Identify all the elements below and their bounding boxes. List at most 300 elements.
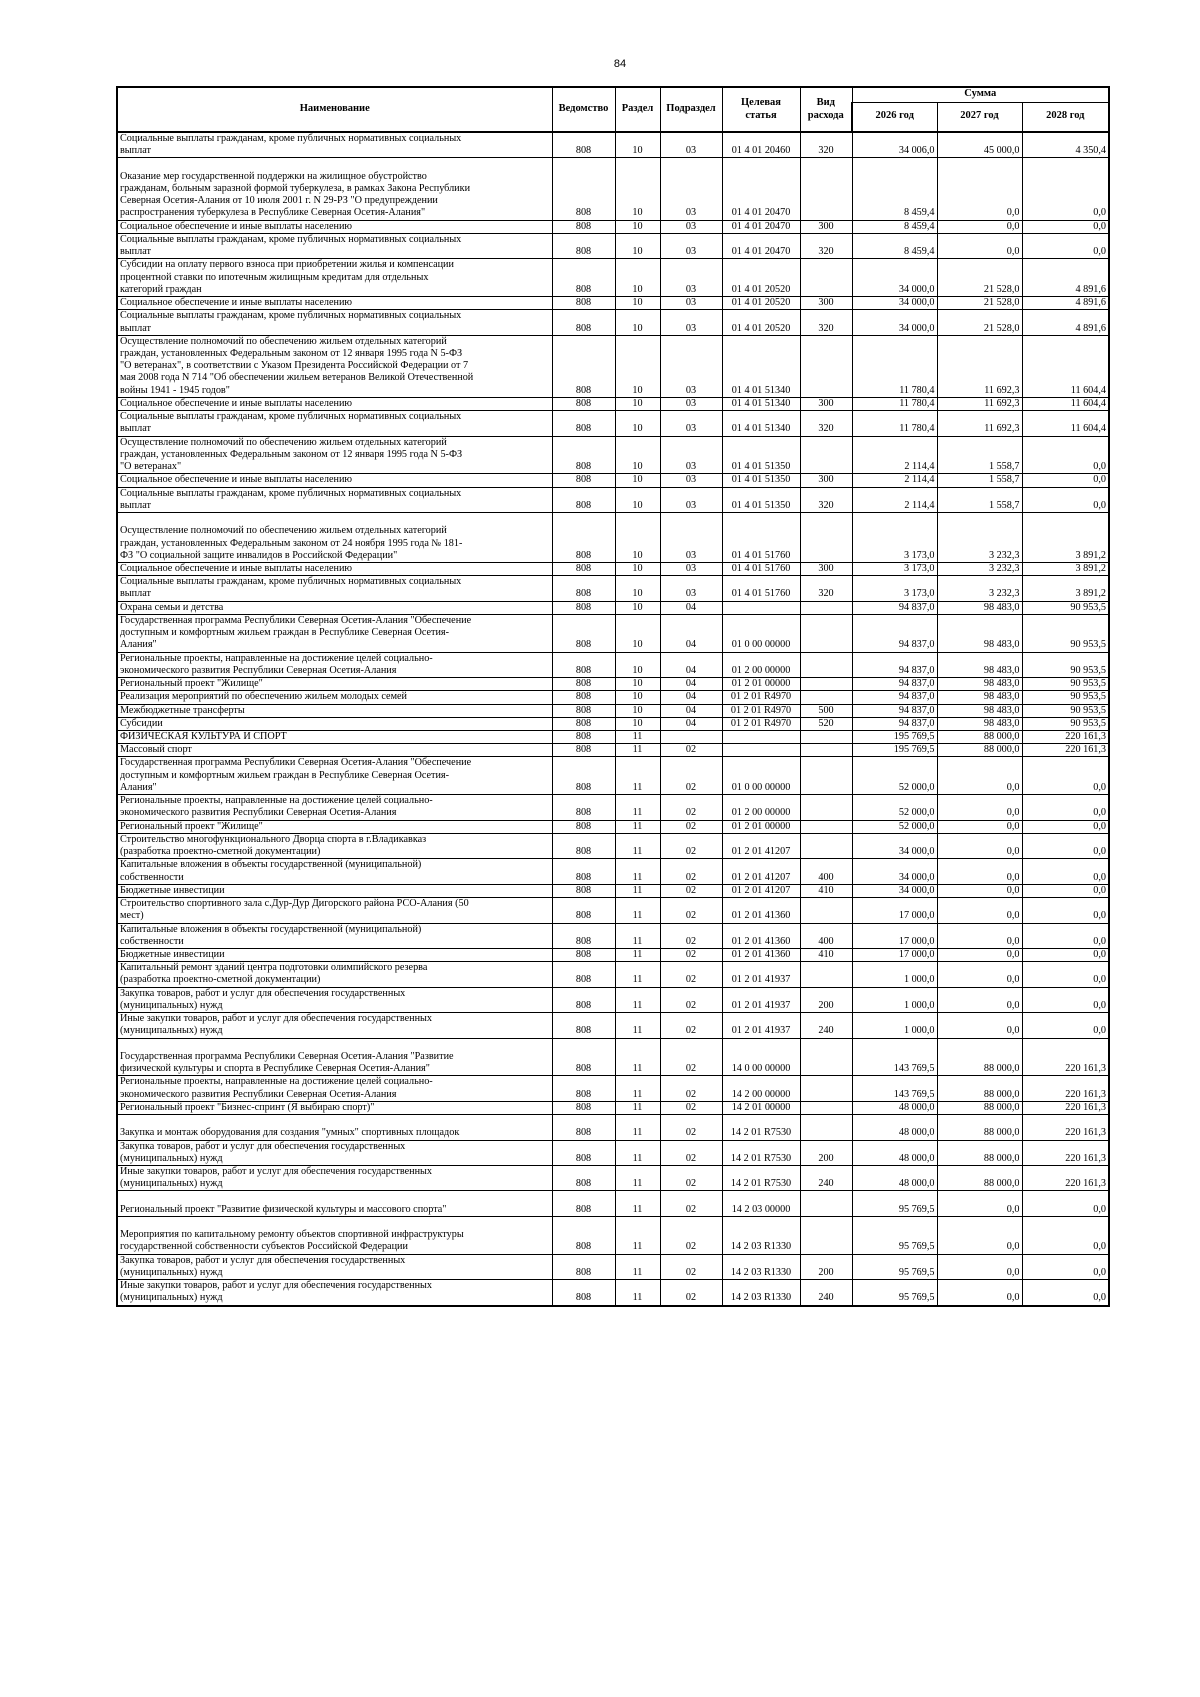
row-sum-2026: 143 769,5 xyxy=(852,1076,937,1101)
row-name: Оказание мер государственной поддержки на жилищное обустройство гражданам, больным заразной формой туберкулеза, в рамках Закона Республики Северная Осетия-Алания от 10 июля 2001 г. N 29-РЗ "О предупреждении распространения туберкулеза в Республике Северная Осетия-Алания" xyxy=(117,158,552,220)
row-sum-2027: 0,0 xyxy=(937,820,1022,833)
row-section: 10 xyxy=(615,678,660,691)
row-exp-type: 240 xyxy=(800,1165,852,1190)
row-dept: 808 xyxy=(552,513,615,563)
row-dept: 808 xyxy=(552,562,615,575)
row-sum-2027: 0,0 xyxy=(937,220,1022,233)
row-subsection: 02 xyxy=(660,1038,722,1076)
row-section: 11 xyxy=(615,859,660,884)
table-row xyxy=(117,833,1109,858)
row-dept: 808 xyxy=(552,1101,615,1114)
table-row xyxy=(117,220,1109,233)
row-sum-2026: 52 000,0 xyxy=(852,795,937,820)
row-target: 01 2 01 R4970 xyxy=(722,691,800,704)
row-dept: 808 xyxy=(552,297,615,310)
row-dept: 808 xyxy=(552,1216,615,1254)
row-exp-type: 320 xyxy=(800,233,852,258)
table-row xyxy=(117,898,1109,923)
row-exp-type: 320 xyxy=(800,576,852,601)
row-name: Социальные выплаты гражданам, кроме публичных нормативных социальных выплат xyxy=(117,132,552,158)
row-sum-2028: 0,0 xyxy=(1022,1191,1109,1216)
row-dept: 808 xyxy=(552,884,615,897)
row-subsection: 04 xyxy=(660,678,722,691)
row-sum-2028: 4 891,6 xyxy=(1022,259,1109,297)
row-subsection: 02 xyxy=(660,898,722,923)
row-exp-type: 240 xyxy=(800,1280,852,1306)
row-sum-2028: 0,0 xyxy=(1022,859,1109,884)
row-exp-type: 400 xyxy=(800,923,852,948)
row-sum-2027: 3 232,3 xyxy=(937,576,1022,601)
row-sum-2028: 90 953,5 xyxy=(1022,601,1109,614)
header-subsection: Подраздел xyxy=(660,87,722,132)
row-sum-2027: 21 528,0 xyxy=(937,259,1022,297)
budget-table xyxy=(116,86,1110,1307)
row-exp-type xyxy=(800,757,852,795)
row-exp-type xyxy=(800,833,852,858)
table-row xyxy=(117,297,1109,310)
row-sum-2027: 88 000,0 xyxy=(937,1076,1022,1101)
row-sum-2027: 0,0 xyxy=(937,1216,1022,1254)
row-section: 10 xyxy=(615,614,660,652)
table-row xyxy=(117,1013,1109,1038)
row-dept: 808 xyxy=(552,678,615,691)
row-sum-2026: 2 114,4 xyxy=(852,436,937,474)
row-target: 14 0 00 00000 xyxy=(722,1038,800,1076)
row-subsection: 03 xyxy=(660,233,722,258)
row-target: 01 4 01 51340 xyxy=(722,335,800,397)
row-exp-type xyxy=(800,158,852,220)
row-dept: 808 xyxy=(552,259,615,297)
row-section: 10 xyxy=(615,513,660,563)
row-exp-type xyxy=(800,652,852,677)
row-sum-2028: 220 161,3 xyxy=(1022,744,1109,757)
row-sum-2028: 90 953,5 xyxy=(1022,678,1109,691)
row-section: 11 xyxy=(615,757,660,795)
row-sum-2027: 11 692,3 xyxy=(937,335,1022,397)
row-subsection: 03 xyxy=(660,259,722,297)
row-sum-2026: 94 837,0 xyxy=(852,652,937,677)
row-name: Осуществление полномочий по обеспечению жильем отдельных категорий граждан, установленных Федеральным законом от 12 января 1995 года N 5-ФЗ "О ветеранах", в соответствии с Указом Президента Российской Федерации от 7 мая 2008 года N 714 "Об обеспечении жильем ветеранов Великой Отечественной войны 1941 - 1945 годов" xyxy=(117,335,552,397)
row-name: Социальное обеспечение и иные выплаты населению xyxy=(117,474,552,487)
row-exp-type: 240 xyxy=(800,1013,852,1038)
row-sum-2028: 0,0 xyxy=(1022,220,1109,233)
header-2027: 2027 год xyxy=(937,102,1022,132)
row-exp-type: 200 xyxy=(800,987,852,1012)
row-sum-2027: 0,0 xyxy=(937,757,1022,795)
row-target: 01 4 01 20470 xyxy=(722,158,800,220)
row-sum-2028: 4 350,4 xyxy=(1022,132,1109,158)
row-sum-2026: 34 000,0 xyxy=(852,884,937,897)
row-sum-2026: 17 000,0 xyxy=(852,923,937,948)
row-subsection: 03 xyxy=(660,487,722,512)
row-exp-type xyxy=(800,614,852,652)
row-sum-2027: 1 558,7 xyxy=(937,487,1022,512)
row-name: Социальные выплаты гражданам, кроме публичных нормативных социальных выплат xyxy=(117,487,552,512)
row-subsection: 02 xyxy=(660,833,722,858)
row-name: Региональные проекты, направленные на достижение целей социально- экономического развития Республики Северная Осетия-Алания xyxy=(117,795,552,820)
row-target: 01 0 00 00000 xyxy=(722,614,800,652)
row-target: 01 2 00 00000 xyxy=(722,652,800,677)
row-target: 01 4 01 51760 xyxy=(722,562,800,575)
row-section: 10 xyxy=(615,335,660,397)
row-sum-2026: 2 114,4 xyxy=(852,487,937,512)
row-subsection: 03 xyxy=(660,576,722,601)
row-sum-2027: 98 483,0 xyxy=(937,601,1022,614)
table-row xyxy=(117,601,1109,614)
row-sum-2026: 34 000,0 xyxy=(852,297,937,310)
row-name: Социальное обеспечение и иные выплаты населению xyxy=(117,397,552,410)
row-target xyxy=(722,731,800,744)
header-2026: 2026 год xyxy=(852,102,937,132)
row-target: 01 2 01 41937 xyxy=(722,962,800,987)
row-sum-2026: 1 000,0 xyxy=(852,987,937,1012)
row-subsection: 02 xyxy=(660,1101,722,1114)
row-sum-2028: 0,0 xyxy=(1022,1254,1109,1279)
row-section: 11 xyxy=(615,1076,660,1101)
row-sum-2028: 220 161,3 xyxy=(1022,1140,1109,1165)
row-subsection: 04 xyxy=(660,691,722,704)
row-subsection: 03 xyxy=(660,562,722,575)
row-dept: 808 xyxy=(552,898,615,923)
row-sum-2027: 98 483,0 xyxy=(937,678,1022,691)
row-sum-2027: 45 000,0 xyxy=(937,132,1022,158)
row-dept: 808 xyxy=(552,1191,615,1216)
row-section: 10 xyxy=(615,233,660,258)
row-sum-2028: 11 604,4 xyxy=(1022,335,1109,397)
row-sum-2027: 88 000,0 xyxy=(937,1038,1022,1076)
row-section: 10 xyxy=(615,436,660,474)
row-dept: 808 xyxy=(552,487,615,512)
row-dept: 808 xyxy=(552,310,615,335)
row-name: Бюджетные инвестиции xyxy=(117,949,552,962)
row-subsection: 03 xyxy=(660,220,722,233)
row-sum-2028: 0,0 xyxy=(1022,1280,1109,1306)
table-row xyxy=(117,949,1109,962)
row-dept: 808 xyxy=(552,962,615,987)
row-name: Государственная программа Республики Северная Осетия-Алания "Развитие физической культуры и спорта в Республике Северная Осетия-Алания" xyxy=(117,1038,552,1076)
table-row xyxy=(117,795,1109,820)
row-sum-2026: 94 837,0 xyxy=(852,704,937,717)
row-sum-2028: 220 161,3 xyxy=(1022,1165,1109,1190)
row-sum-2028: 4 891,6 xyxy=(1022,310,1109,335)
row-name: Региональный проект "Жилище" xyxy=(117,678,552,691)
header-dept: Ведомство xyxy=(552,87,615,132)
row-section: 11 xyxy=(615,962,660,987)
table-row xyxy=(117,717,1109,730)
row-sum-2027: 0,0 xyxy=(937,949,1022,962)
row-target: 14 2 01 00000 xyxy=(722,1101,800,1114)
row-sum-2026: 52 000,0 xyxy=(852,757,937,795)
row-sum-2027: 98 483,0 xyxy=(937,691,1022,704)
row-sum-2027: 88 000,0 xyxy=(937,1165,1022,1190)
row-sum-2028: 0,0 xyxy=(1022,233,1109,258)
row-sum-2027: 0,0 xyxy=(937,1013,1022,1038)
table-row xyxy=(117,1280,1109,1306)
row-name: Капитальный ремонт зданий центра подготовки олимпийского резерва (разработка проектно-сметной документации) xyxy=(117,962,552,987)
row-sum-2027: 3 232,3 xyxy=(937,562,1022,575)
row-exp-type xyxy=(800,744,852,757)
row-section: 10 xyxy=(615,259,660,297)
row-dept: 808 xyxy=(552,1254,615,1279)
row-exp-type: 320 xyxy=(800,132,852,158)
row-sum-2028: 0,0 xyxy=(1022,795,1109,820)
table-row xyxy=(117,474,1109,487)
row-name: Осуществление полномочий по обеспечению жильем отдельных категорий граждан, установленных Федеральным законом от 24 ноября 1995 года № 181- ФЗ "О социальной защите инвалидов в Российской Федерации" xyxy=(117,513,552,563)
row-sum-2028: 220 161,3 xyxy=(1022,1101,1109,1114)
row-sum-2028: 3 891,2 xyxy=(1022,576,1109,601)
table-header xyxy=(117,87,1109,132)
row-sum-2026: 52 000,0 xyxy=(852,820,937,833)
row-sum-2028: 0,0 xyxy=(1022,949,1109,962)
row-target: 01 2 01 41207 xyxy=(722,859,800,884)
row-name: Строительство спортивного зала с.Дур-Дур Дигорского района РСО-Алания (50 мест) xyxy=(117,898,552,923)
row-exp-type xyxy=(800,335,852,397)
row-exp-type xyxy=(800,678,852,691)
row-target xyxy=(722,601,800,614)
row-target: 01 4 01 20520 xyxy=(722,297,800,310)
row-sum-2028: 11 604,4 xyxy=(1022,411,1109,436)
row-sum-2027: 1 558,7 xyxy=(937,436,1022,474)
row-sum-2026: 2 114,4 xyxy=(852,474,937,487)
row-subsection: 03 xyxy=(660,297,722,310)
row-section: 10 xyxy=(615,704,660,717)
row-subsection: 03 xyxy=(660,474,722,487)
table-row xyxy=(117,1165,1109,1190)
table-row xyxy=(117,962,1109,987)
row-sum-2028: 0,0 xyxy=(1022,833,1109,858)
row-section: 10 xyxy=(615,158,660,220)
row-dept: 808 xyxy=(552,717,615,730)
table-row xyxy=(117,1191,1109,1216)
row-name: Мероприятия по капитальному ремонту объектов спортивной инфраструктуры государственной собственности субъектов Российской Федерации xyxy=(117,1216,552,1254)
row-exp-type: 410 xyxy=(800,884,852,897)
row-sum-2026: 11 780,4 xyxy=(852,397,937,410)
row-target: 01 2 01 41937 xyxy=(722,987,800,1012)
row-section: 10 xyxy=(615,474,660,487)
row-target: 01 2 01 00000 xyxy=(722,678,800,691)
row-sum-2027: 98 483,0 xyxy=(937,614,1022,652)
row-sum-2026: 3 173,0 xyxy=(852,513,937,563)
row-name: Социальное обеспечение и иные выплаты населению xyxy=(117,562,552,575)
row-sum-2027: 0,0 xyxy=(937,898,1022,923)
row-sum-2027: 0,0 xyxy=(937,795,1022,820)
row-section: 10 xyxy=(615,411,660,436)
row-sum-2027: 0,0 xyxy=(937,233,1022,258)
row-sum-2026: 94 837,0 xyxy=(852,691,937,704)
row-sum-2027: 88 000,0 xyxy=(937,1115,1022,1140)
row-sum-2026: 48 000,0 xyxy=(852,1140,937,1165)
row-exp-type xyxy=(800,1115,852,1140)
row-subsection: 03 xyxy=(660,310,722,335)
row-subsection: 04 xyxy=(660,601,722,614)
row-exp-type: 300 xyxy=(800,562,852,575)
row-sum-2028: 0,0 xyxy=(1022,987,1109,1012)
row-target: 01 4 01 51350 xyxy=(722,474,800,487)
row-exp-type xyxy=(800,513,852,563)
row-target: 01 4 01 20460 xyxy=(722,132,800,158)
row-target: 01 4 01 20470 xyxy=(722,220,800,233)
row-name: Региональный проект "Развитие физической культуры и массового спорта" xyxy=(117,1191,552,1216)
row-section: 11 xyxy=(615,833,660,858)
row-section: 10 xyxy=(615,652,660,677)
row-name: Социальные выплаты гражданам, кроме публичных нормативных социальных выплат xyxy=(117,233,552,258)
row-sum-2026: 143 769,5 xyxy=(852,1038,937,1076)
header-target: Целевая статья xyxy=(722,87,800,132)
row-sum-2028: 220 161,3 xyxy=(1022,731,1109,744)
row-target: 01 4 01 51340 xyxy=(722,397,800,410)
row-dept: 808 xyxy=(552,220,615,233)
table-row xyxy=(117,757,1109,795)
row-section: 11 xyxy=(615,1216,660,1254)
row-section: 11 xyxy=(615,1115,660,1140)
table-row xyxy=(117,987,1109,1012)
table-row xyxy=(117,859,1109,884)
row-dept: 808 xyxy=(552,1013,615,1038)
row-target: 01 4 01 51350 xyxy=(722,436,800,474)
row-section: 10 xyxy=(615,132,660,158)
table-row xyxy=(117,436,1109,474)
row-sum-2026: 95 769,5 xyxy=(852,1191,937,1216)
row-target: 14 2 01 R7530 xyxy=(722,1140,800,1165)
row-target: 01 4 01 51340 xyxy=(722,411,800,436)
row-sum-2027: 21 528,0 xyxy=(937,310,1022,335)
table-row xyxy=(117,820,1109,833)
row-dept: 808 xyxy=(552,397,615,410)
row-exp-type xyxy=(800,731,852,744)
row-sum-2028: 0,0 xyxy=(1022,757,1109,795)
row-sum-2027: 88 000,0 xyxy=(937,744,1022,757)
row-exp-type: 320 xyxy=(800,310,852,335)
row-target: 01 2 01 41360 xyxy=(722,949,800,962)
row-sum-2026: 8 459,4 xyxy=(852,233,937,258)
table-row xyxy=(117,310,1109,335)
row-target: 14 2 03 R1330 xyxy=(722,1216,800,1254)
row-sum-2027: 0,0 xyxy=(937,923,1022,948)
row-sum-2027: 0,0 xyxy=(937,1280,1022,1306)
row-sum-2028: 220 161,3 xyxy=(1022,1038,1109,1076)
row-section: 11 xyxy=(615,1280,660,1306)
table-row xyxy=(117,1076,1109,1101)
row-subsection: 03 xyxy=(660,158,722,220)
row-sum-2027: 0,0 xyxy=(937,1191,1022,1216)
table-row xyxy=(117,923,1109,948)
row-section: 11 xyxy=(615,731,660,744)
row-name: Охрана семьи и детства xyxy=(117,601,552,614)
header-exp-type: Вид расхода xyxy=(800,87,852,132)
row-sum-2026: 95 769,5 xyxy=(852,1280,937,1306)
row-sum-2026: 94 837,0 xyxy=(852,717,937,730)
row-name: Социальные выплаты гражданам, кроме публичных нормативных социальных выплат xyxy=(117,411,552,436)
row-section: 11 xyxy=(615,1140,660,1165)
row-target: 01 4 01 20520 xyxy=(722,310,800,335)
row-exp-type: 410 xyxy=(800,949,852,962)
row-subsection: 03 xyxy=(660,132,722,158)
table-row xyxy=(117,704,1109,717)
row-section: 11 xyxy=(615,795,660,820)
row-section: 11 xyxy=(615,1101,660,1114)
row-target: 01 4 01 51350 xyxy=(722,487,800,512)
table-row xyxy=(117,562,1109,575)
row-section: 11 xyxy=(615,744,660,757)
row-sum-2027: 0,0 xyxy=(937,158,1022,220)
row-name: Иные закупки товаров, работ и услуг для обеспечения государственных (муниципальных) нужд xyxy=(117,1165,552,1190)
row-name: Осуществление полномочий по обеспечению жильем отдельных категорий граждан, установленных Федеральным законом от 12 января 1995 года N 5-ФЗ "О ветеранах" xyxy=(117,436,552,474)
table-row xyxy=(117,691,1109,704)
row-dept: 808 xyxy=(552,576,615,601)
row-sum-2028: 90 953,5 xyxy=(1022,704,1109,717)
row-sum-2026: 195 769,5 xyxy=(852,731,937,744)
row-subsection: 02 xyxy=(660,757,722,795)
row-dept: 808 xyxy=(552,833,615,858)
row-subsection: 02 xyxy=(660,1191,722,1216)
row-sum-2028: 90 953,5 xyxy=(1022,691,1109,704)
row-exp-type: 300 xyxy=(800,397,852,410)
row-sum-2026: 1 000,0 xyxy=(852,962,937,987)
row-sum-2028: 90 953,5 xyxy=(1022,717,1109,730)
row-target: 01 2 01 41207 xyxy=(722,833,800,858)
row-dept: 808 xyxy=(552,757,615,795)
row-target: 01 2 01 41360 xyxy=(722,898,800,923)
row-name: Государственная программа Республики Северная Осетия-Алания "Обеспечение доступным и комфортным жильем граждан в Республике Северная Осетия- Алания" xyxy=(117,757,552,795)
row-subsection: 02 xyxy=(660,795,722,820)
row-target: 01 2 01 R4970 xyxy=(722,704,800,717)
row-name: Иные закупки товаров, работ и услуг для обеспечения государственных (муниципальных) нужд xyxy=(117,1280,552,1306)
row-subsection: 02 xyxy=(660,1254,722,1279)
row-name: Социальные выплаты гражданам, кроме публичных нормативных социальных выплат xyxy=(117,310,552,335)
row-sum-2026: 48 000,0 xyxy=(852,1165,937,1190)
row-sum-2026: 34 000,0 xyxy=(852,310,937,335)
row-sum-2026: 34 000,0 xyxy=(852,833,937,858)
table-row xyxy=(117,1254,1109,1279)
row-subsection: 03 xyxy=(660,513,722,563)
row-subsection: 02 xyxy=(660,1115,722,1140)
row-target: 14 2 03 R1330 xyxy=(722,1254,800,1279)
row-name: Социальное обеспечение и иные выплаты населению xyxy=(117,297,552,310)
row-dept: 808 xyxy=(552,1038,615,1076)
header-section: Раздел xyxy=(615,87,660,132)
row-target: 01 2 01 41360 xyxy=(722,923,800,948)
row-exp-type xyxy=(800,259,852,297)
table-row xyxy=(117,487,1109,512)
row-section: 10 xyxy=(615,220,660,233)
row-subsection xyxy=(660,731,722,744)
row-dept: 808 xyxy=(552,704,615,717)
row-dept: 808 xyxy=(552,949,615,962)
row-dept: 808 xyxy=(552,132,615,158)
row-subsection: 03 xyxy=(660,411,722,436)
row-sum-2027: 98 483,0 xyxy=(937,652,1022,677)
row-section: 10 xyxy=(615,562,660,575)
table-row xyxy=(117,335,1109,397)
row-name: Государственная программа Республики Северная Осетия-Алания "Обеспечение доступным и комфортным жильем граждан в Республике Северная Осетия- Алания" xyxy=(117,614,552,652)
row-exp-type xyxy=(800,1101,852,1114)
row-name: Бюджетные инвестиции xyxy=(117,884,552,897)
row-sum-2028: 0,0 xyxy=(1022,1216,1109,1254)
row-section: 10 xyxy=(615,576,660,601)
row-section: 11 xyxy=(615,1165,660,1190)
row-section: 10 xyxy=(615,601,660,614)
row-sum-2026: 17 000,0 xyxy=(852,898,937,923)
row-dept: 808 xyxy=(552,1140,615,1165)
row-sum-2027: 0,0 xyxy=(937,1254,1022,1279)
row-target: 14 2 03 00000 xyxy=(722,1191,800,1216)
row-section: 11 xyxy=(615,923,660,948)
row-sum-2026: 11 780,4 xyxy=(852,335,937,397)
row-sum-2026: 94 837,0 xyxy=(852,678,937,691)
row-sum-2026: 34 000,0 xyxy=(852,259,937,297)
row-dept: 808 xyxy=(552,731,615,744)
row-target: 01 0 00 00000 xyxy=(722,757,800,795)
